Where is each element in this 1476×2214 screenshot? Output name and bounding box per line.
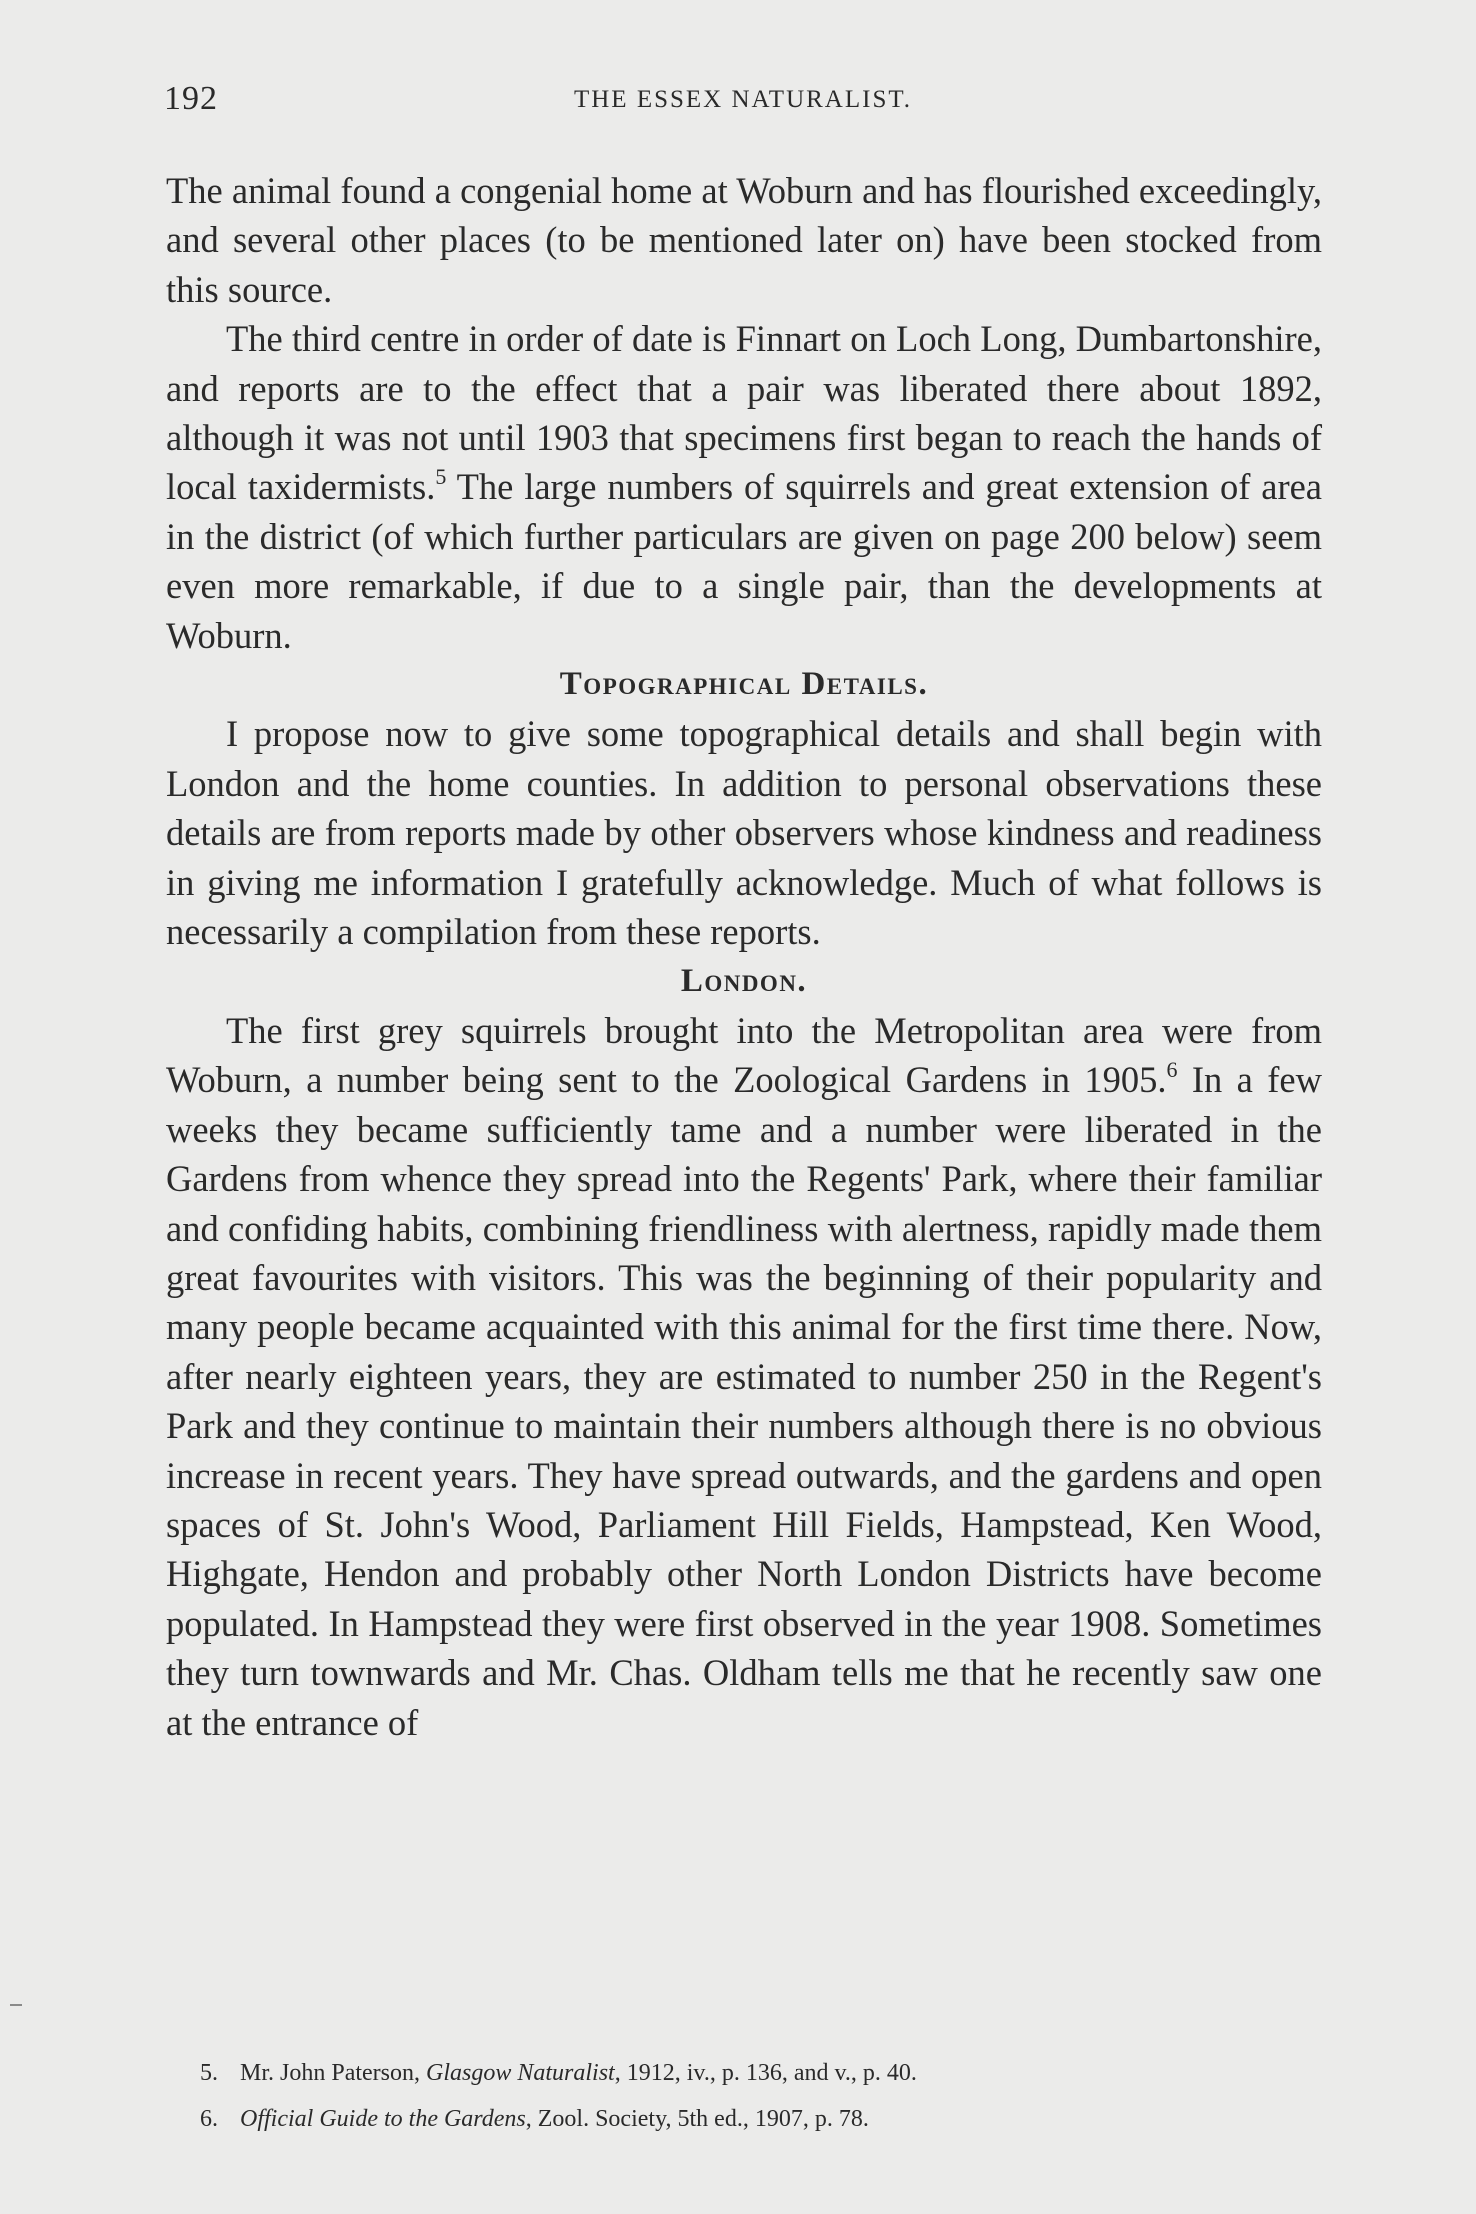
paragraph-continuation: The animal found a congenial home at Woburn and has flourished exceedingly, and several other places (to be mentioned later on) have been stocked from this source. — [166, 170, 1322, 310]
footnote-source-title: Glasgow Naturalist — [426, 2060, 615, 2086]
footnotes — [200, 2050, 1300, 2142]
page-number: 192 — [164, 80, 218, 117]
paragraph-text: The first grey squirrels brought into the Metropolitan area were from Woburn, a number being sent to the Zoological Gardens in 1905. — [166, 1009, 1322, 1101]
paragraph-finnart — [166, 314, 1322, 660]
paragraph-london — [166, 1006, 1322, 1747]
footnote-number: 6. — [200, 2106, 218, 2132]
running-title: THE ESSEX NATURALIST. — [573, 86, 913, 113]
footnote — [200, 2096, 1300, 2142]
footnote-reference: 6 — [1166, 1057, 1178, 1083]
section-heading-london: London. — [680, 962, 808, 999]
footnote-source-title: Official Guide to the Gardens — [240, 2106, 526, 2132]
page-body — [166, 166, 1322, 1747]
footnote-number: 5. — [200, 2060, 218, 2086]
footnote-reference: 5 — [435, 464, 447, 490]
paragraph-text: In a few weeks they became sufficiently tame and a number were liberated in the Gardens from whence they spread into the Regents' Park, where their familiar and confiding habits, combining friendliness with alertness, rapidly made them great favourites with visitors. This was the beginning of their popularity and many people became acquainted with this animal for the first time there. Now, after nearly eighteen years, they are estimated to number 250 in the Regent's Park and they continue to maintain their numbers although there is no obvious increase in recent years. They have spread outwards, and the gardens and open spaces of St. John's Wood, Parliament Hill Fields, Hampstead, Ken Wood, Highgate, Hendon and probably other North London Districts have become populated. In Hampstead they were first observed in the year 1908. Sometimes they turn townwards and Mr. Chas. Oldham tells me that he recently saw one at the entrance of — [166, 1059, 1322, 1743]
footnote-text: , Zool. Society, 5th ed., 1907, p. 78. — [525, 2106, 869, 2132]
paragraph-text: The large numbers of squirrels and great extension of area in the district (of which further particulars are given on page 200 below) seem even more remarkable, if due to a single pair, than the developments at Woburn. — [166, 466, 1322, 656]
section-heading-topographical: Topographical Details. — [559, 666, 929, 703]
margin-mark — [10, 2004, 22, 2006]
paragraph-text: The third centre in order of date is Finnart on Loch Long, Dumbartonshire, and reports are to the effect that a pair was liberated there about 1892, although it was not until 1903 that specimens first began to reach the hands of local taxidermists. — [166, 318, 1322, 508]
page-header — [164, 80, 1322, 130]
footnote-text: , 1912, iv., p. 136, and v., p. 40. — [614, 2060, 917, 2086]
paragraph-topographical: I propose now to give some topographical details and shall begin with London and the home counties. In addition to personal observations these details are from reports made by other observers whose kindness and readiness in giving me information I gratefully acknowledge. Much of what follows is necessarily a compilation from these reports. — [166, 713, 1322, 953]
footnote-text: Mr. John Paterson, — [240, 2060, 426, 2086]
footnote — [200, 2050, 1300, 2096]
